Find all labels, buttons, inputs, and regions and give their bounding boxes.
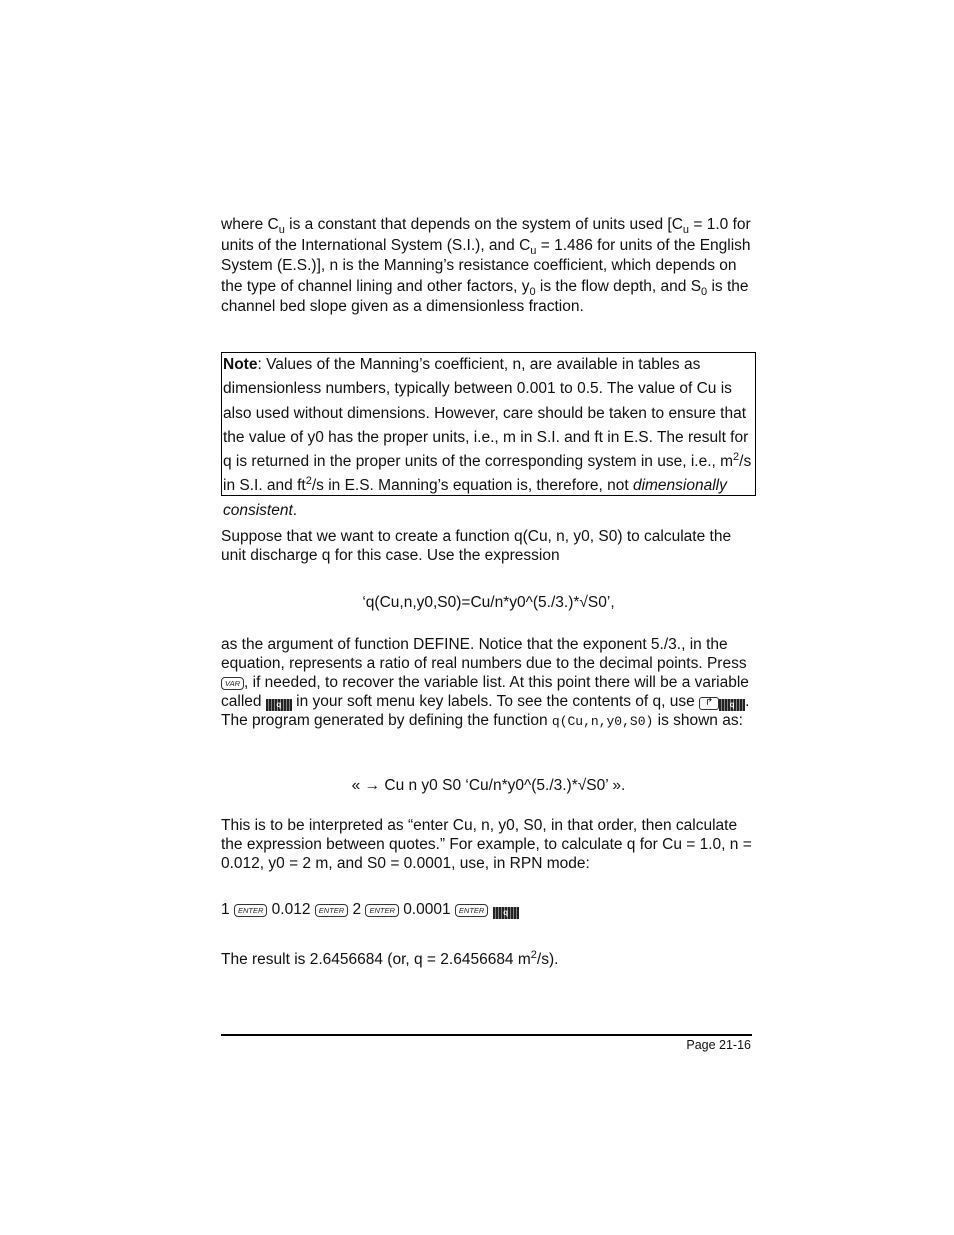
- text: is the flow depth, and S: [535, 277, 702, 295]
- define-expression: ‘q(Cu,n,y0,S0)=Cu/n*y0^(5./3.)*√S0’,: [362, 594, 615, 611]
- keystroke-sequence: [221, 900, 519, 920]
- paragraph-manning-definition: [221, 215, 756, 318]
- superscript: 2: [305, 475, 312, 488]
- q-softkey-icon: q: [266, 699, 292, 711]
- subscript: 0: [529, 285, 536, 298]
- result-line: [221, 950, 558, 970]
- text: , if needed, to recover the variable list. At this point there will be a variable called: [221, 674, 749, 710]
- note-text: /s in E.S. Manning’s equation is, therefore, not: [311, 477, 633, 495]
- subscript: u: [530, 244, 537, 257]
- enter-key-icon: ENTER: [455, 904, 488, 917]
- var-key-icon: VAR: [221, 677, 244, 690]
- note-box: [221, 352, 756, 519]
- note-text: : Values of the Manning’s coefficient, n, are available in tables as dimensionless numbers, typically between 0.001 to 0.5. The value of Cu is also used without dimensions. However, care should be taken to ensure that the value of y0 has the proper units, i.e., m in S.I. and ft in E.S. The result for q is returned in the proper units of the corresponding system in use, i.e., m: [223, 356, 749, 471]
- program-listing: « → Cu n y0 S0 ‘Cu/n*y0^(5./3.)*√S0’ ».: [351, 777, 626, 794]
- paragraph-define-explanation: [221, 635, 756, 731]
- enter-key-icon: ENTER: [365, 904, 398, 917]
- q-softkey-icon: q: [493, 907, 519, 919]
- value: 1: [221, 901, 230, 918]
- right-shift-key-icon: ↱: [699, 697, 719, 710]
- paragraph-function-intro: Suppose that we want to create a function q(Cu, n, y0, S0) to calculate the unit discharge q for this case. Use the expression: [221, 528, 732, 564]
- text: is shown as:: [653, 712, 743, 729]
- text: is the channel bed slope given as a dimensionless fraction.: [221, 277, 749, 315]
- text: in your soft menu key labels. To see the contents of q, use: [291, 693, 700, 710]
- value: 0.012: [271, 901, 311, 918]
- text: . The program generated by defining the function: [221, 693, 750, 729]
- note-text: /s in S.I. and ft: [223, 453, 752, 495]
- note-text: .: [292, 501, 298, 519]
- text: The result is 2.6456684 (or, q = 2.6456684 m: [221, 951, 531, 968]
- subscript: 0: [701, 285, 708, 298]
- text: as the argument of function DEFINE. Notice that the exponent 5./3., in the equation, represents a ratio of real numbers due to the decimal points. Press: [221, 636, 747, 672]
- note-label: Note: [223, 356, 258, 373]
- q-softkey-icon: q: [719, 699, 745, 711]
- enter-key-icon: ENTER: [234, 904, 267, 917]
- code-function: q(Cu,n,y0,S0): [551, 714, 654, 729]
- subscript: u: [682, 224, 690, 237]
- enter-key-icon: ENTER: [315, 904, 348, 917]
- paragraph-example: This is to be interpreted as “enter Cu, n, y0, S0, in that order, then calculate the expression between quotes.” For example, to calculate q for Cu = 1.0, n = 0.012, y0 = 2 m, and S0 = 0.0001, use, in RPN mode:: [221, 817, 752, 872]
- text: where C: [221, 216, 279, 233]
- text: = 1.486 for units of the English System (E.S.)], n is the Manning’s resistance coefficient, which depends on the type of channel lining and other factors, y: [221, 236, 751, 295]
- value: 0.0001: [403, 901, 451, 918]
- footer-rule: [221, 1034, 752, 1036]
- superscript: 2: [733, 451, 740, 464]
- text: = 1.0 for units of the International System (S.I.), and C: [221, 216, 751, 254]
- subscript: u: [278, 224, 285, 237]
- page-number: Page 21-16: [686, 1038, 751, 1052]
- superscript: 2: [530, 948, 537, 961]
- text: is a constant that depends on the system of units used [C: [284, 216, 683, 233]
- value: 2: [352, 901, 362, 918]
- note-emphasis: dimensionally consistent: [223, 477, 727, 519]
- text: /s).: [536, 951, 559, 968]
